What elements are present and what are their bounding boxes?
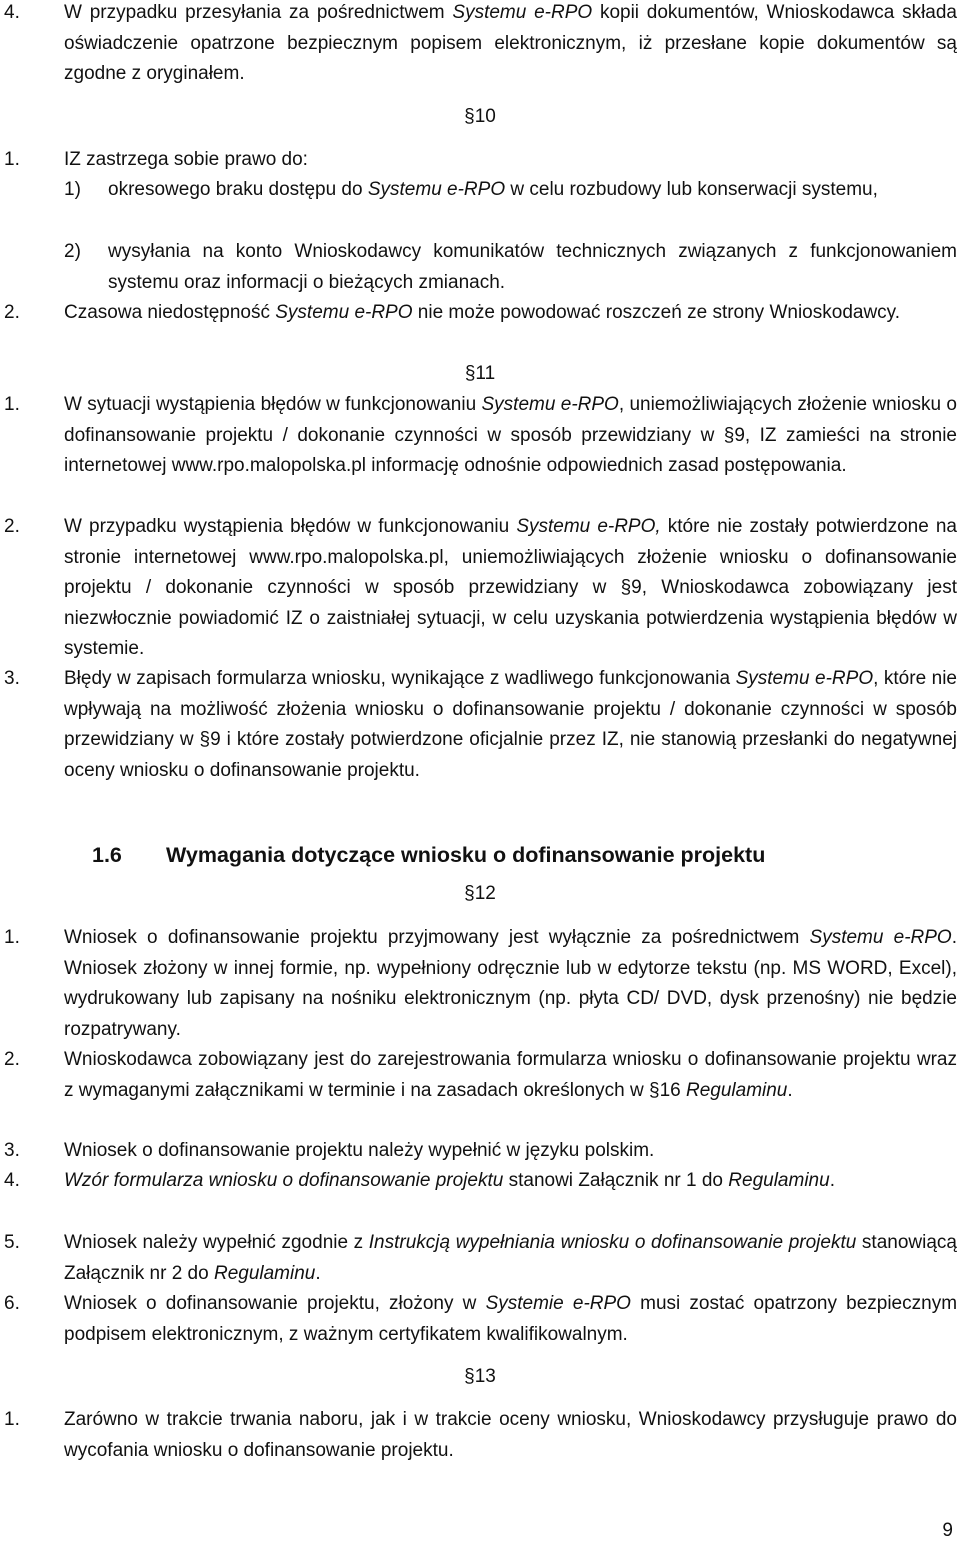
paragraph-text: Wniosek o dofinansowanie projektu przyjmowany jest wyłącznie za pośrednictwem Systemu e-RPO. Wniosek złożony w innej formie, np. wypełniony odręcznie lub w edytorze tekstu (np. MS WORD, Excel), wydrukowany lub zapisany na nośniku elektronicznym (np. płyta CD/ DVD, dysk przenośny) nie będzie rozpatrywany.	[64, 927, 957, 1040]
paragraph-text: W przypadku przesyłania za pośrednictwem Systemu e-RPO kopii dokumentów, Wnioskodawca składa oświadczenie opatrzone bezpiecznym popisem elektronicznym, iż przesłane kopie dokumentów są zgodne z oryginałem.	[64, 2, 957, 84]
paragraph-number: 2.	[4, 516, 20, 537]
s10-subpoint-2	[64, 237, 957, 298]
paragraph-text: Wniosek o dofinansowanie projektu należy wypełnić w języku polskim.	[64, 1140, 655, 1161]
paragraph-number: 4.	[4, 1170, 20, 1191]
section-heading-number: 1.6	[92, 843, 122, 867]
paragraph-text: W przypadku wystąpienia błędów w funkcjonowaniu Systemu e-RPO, które nie zostały potwierdzone na stronie internetowej www.rpo.malopolska.pl, uniemożliwiających złożenie wniosku o dofinansowanie projektu / dokonanie czynności w sposób przewidziany w §9, Wnioskodawca zobowiązany jest niezwłocznie powiadomić IZ o zaistniałej sytuacji, w celu uzyskania potwierdzenia wystąpienia błędów w systemie.	[64, 516, 957, 659]
paragraph-number: 4.	[4, 2, 20, 23]
s12-paragraph-1	[0, 923, 957, 1045]
paragraph-number: 1.	[4, 1409, 20, 1430]
paragraph-text: Błędy w zapisach formularza wniosku, wynikające z wadliwego funkcjonowania Systemu e-RPO, które nie wpływają na możliwość złożenia wniosku o dofinansowanie projektu / dokonanie czynności w sposób przewidziany w §9 i które zostały potwierdzone oficjalnie przez IZ, nie stanowią przesłanki do negatywnej oceny wniosku o dofinansowanie projektu.	[64, 668, 957, 781]
s10-paragraph-2	[0, 298, 957, 329]
s12-paragraph-3	[0, 1136, 957, 1167]
subpoint-text: wysyłania na konto Wnioskodawcy komunikatów technicznych związanych z funkcjonowaniem systemu oraz informacji o bieżących zmianach.	[108, 241, 957, 293]
paragraph-number: 6.	[4, 1293, 20, 1314]
paragraph-text: Wzór formularza wniosku o dofinansowanie projektu stanowi Załącznik nr 1 do Regulaminu.	[64, 1170, 835, 1191]
s12-paragraph-6	[0, 1289, 957, 1350]
section-sign-13: §13	[464, 1366, 496, 1387]
paragraph-4	[0, 0, 957, 90]
s12-paragraph-2	[0, 1045, 957, 1106]
paragraph-text: IZ zastrzega sobie prawo do:	[64, 149, 308, 170]
paragraph-text: Wniosek należy wypełnić zgodnie z Instrukcją wypełniania wniosku o dofinansowanie projektu stanowiącą Załącznik nr 2 do Regulaminu.	[64, 1232, 957, 1284]
section-sign-11: §11	[464, 363, 496, 384]
section-sign-10: §10	[464, 106, 496, 127]
section-heading-title: Wymagania dotyczące wniosku o dofinansowanie projektu	[166, 843, 766, 867]
paragraph-text: Wniosek o dofinansowanie projektu, złożony w Systemie e-RPO musi zostać opatrzony bezpiecznym podpisem elektronicznym, z ważnym certyfikatem kwalifikowalnym.	[64, 1293, 958, 1345]
paragraph-number: 5.	[4, 1232, 20, 1253]
page-number: 9	[942, 1520, 953, 1541]
paragraph-number: 1.	[4, 149, 20, 170]
s11-paragraph-1	[0, 390, 957, 482]
s11-paragraph-3	[0, 664, 957, 786]
paragraph-number: 1.	[4, 394, 20, 415]
paragraph-number: 1.	[4, 927, 20, 948]
paragraph-text: Zarówno w trakcie trwania naboru, jak i w trakcie oceny wniosku, Wnioskodawcy przysługuje prawo do wycofania wniosku o dofinansowanie projektu.	[64, 1409, 957, 1461]
s12-paragraph-5	[0, 1228, 957, 1289]
s12-paragraph-4	[0, 1166, 957, 1197]
paragraph-text: Wnioskodawca zobowiązany jest do zarejestrowania formularza wniosku o dofinansowanie projektu wraz z wymaganymi załącznikami w terminie i na zasadach określonych w §16 Regulaminu.	[64, 1049, 957, 1101]
paragraph-text: Czasowa niedostępność Systemu e-RPO nie może powodować roszczeń ze strony Wnioskodawcy.	[64, 302, 901, 323]
paragraph-number: 2.	[4, 302, 20, 323]
subpoint-number: 2)	[64, 241, 81, 262]
paragraph-number: 2.	[4, 1049, 20, 1070]
subpoint-number: 1)	[64, 179, 81, 200]
s11-paragraph-2	[0, 512, 957, 665]
section-sign-12: §12	[464, 883, 496, 904]
paragraph-number: 3.	[4, 668, 20, 689]
section-heading	[92, 840, 765, 871]
s13-paragraph-1	[0, 1405, 957, 1466]
paragraph-number: 3.	[4, 1140, 20, 1161]
s10-paragraph-1	[0, 145, 957, 176]
paragraph-text: W sytuacji wystąpienia błędów w funkcjonowaniu Systemu e-RPO, uniemożliwiających złożenie wniosku o dofinansowanie projektu / dokonanie czynności w sposób przewidziany w §9, IZ zamieści na stronie internetowej www.rpo.malopolska.pl informację odnośnie odpowiednich zasad postępowania.	[64, 394, 957, 476]
s10-subpoint-1	[64, 175, 957, 206]
subpoint-text: okresowego braku dostępu do Systemu e-RPO w celu rozbudowy lub konserwacji systemu,	[108, 179, 878, 200]
